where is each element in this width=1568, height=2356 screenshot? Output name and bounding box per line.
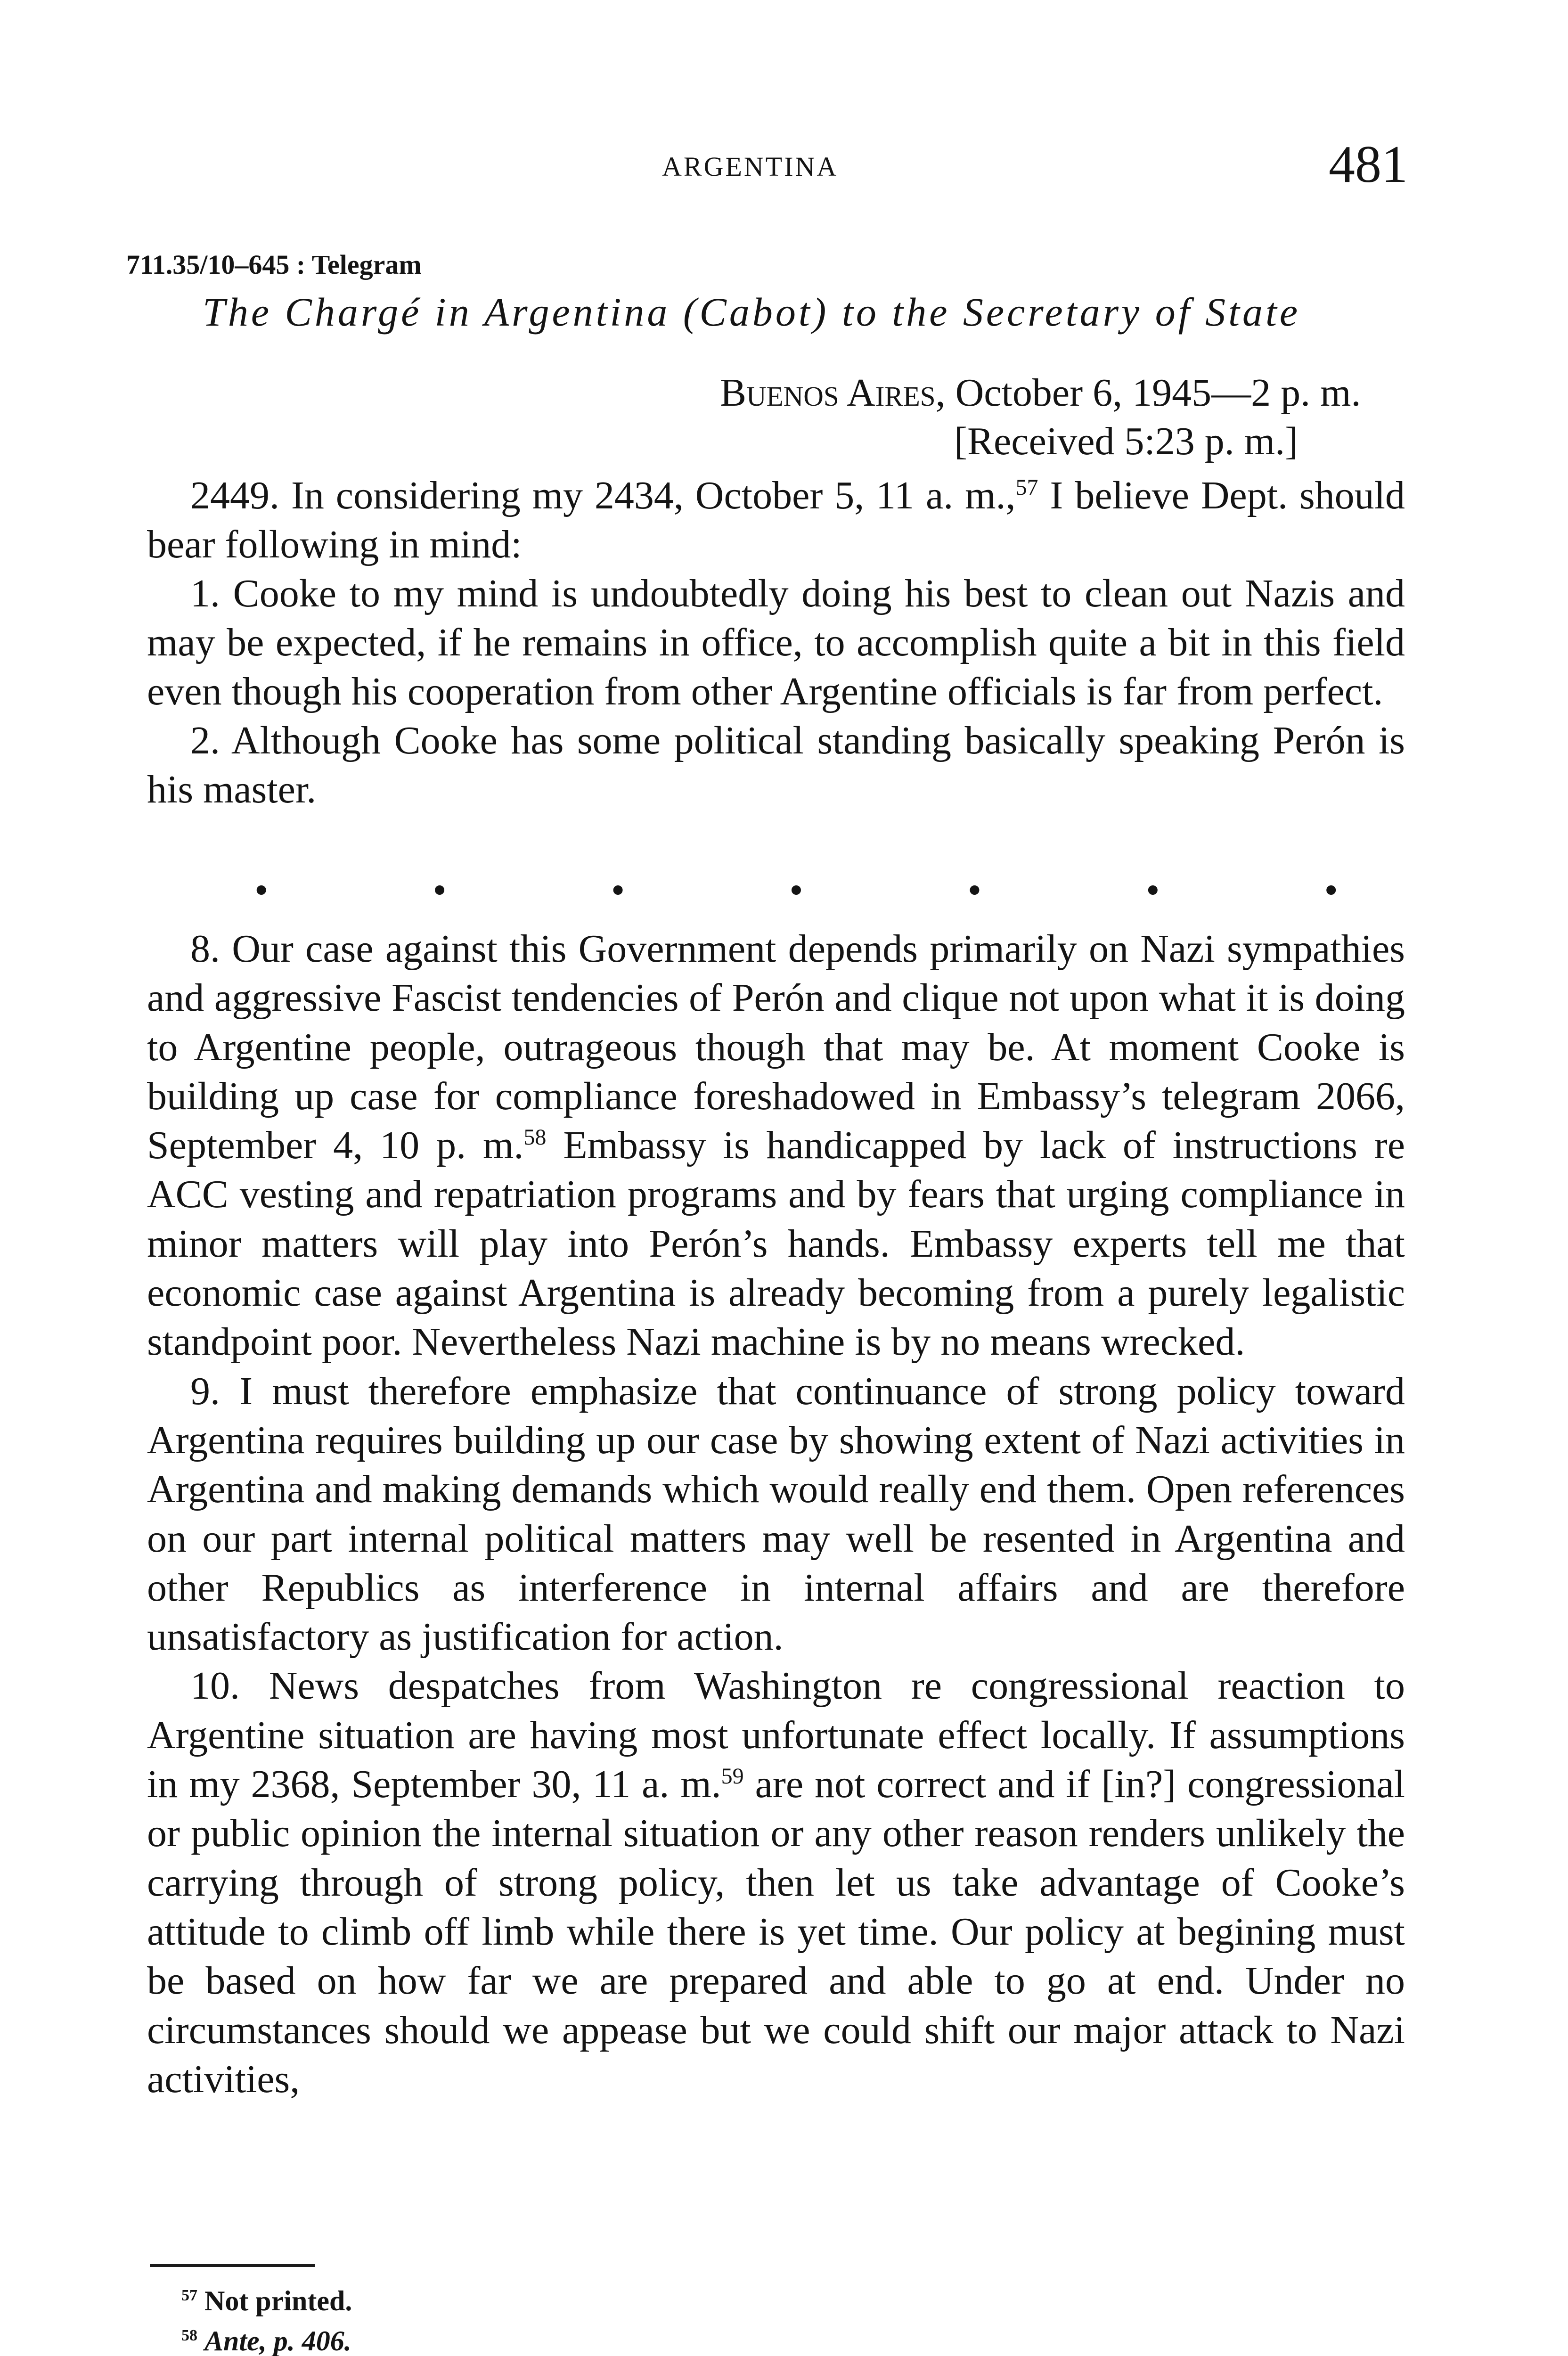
paragraph-8 bbox=[147, 924, 1405, 1367]
omission-dot: • bbox=[254, 868, 269, 912]
paragraph-10-text: 10. News despatches from Washington re congressional reaction to Argentine situation are having most unfortunate effect locally. If assumptions in my 2368, September 30, 11 a. m. bbox=[147, 1664, 1405, 1807]
dateline-date: October 6, 1945—2 p. m. bbox=[955, 371, 1361, 415]
received-line: [Received 5:23 p. m.] bbox=[954, 419, 1298, 463]
paragraph-2: 2. Although Cooke has some political standing basically speaking Perón is his master. bbox=[147, 719, 1405, 811]
omission-dot: • bbox=[1324, 868, 1338, 912]
intro-text: 2449. In considering my 2434, October 5, 11 a. m., bbox=[190, 474, 1016, 517]
omission-dot: • bbox=[611, 868, 625, 912]
footnote-ref-59: 59 bbox=[721, 1764, 744, 1789]
footnote-58 bbox=[181, 2318, 352, 2356]
dateline-place: Buenos Aires, bbox=[720, 371, 946, 415]
paragraph-8-text-cont: Embassy is handicapped by lack of instructions re ACC vesting and repatriation programs and by fears that urging compliance in minor matters will play into Perón’s hands. Embassy experts tell me that economic case against Argentina is already becoming from a purely legalistic standpoint poor. Nevertheless Nazi machine is by no means wrecked. bbox=[147, 1123, 1405, 1364]
file-number: 711.35/10–645 : Telegram bbox=[126, 249, 422, 280]
omission-dot: • bbox=[967, 868, 982, 912]
footnote-ref-57: 57 bbox=[1015, 475, 1038, 500]
intro-paragraph bbox=[147, 471, 1405, 569]
page-number: 481 bbox=[1329, 135, 1408, 194]
paragraph-1: 1. Cooke to my mind is undoubtedly doing his best to clean out Nazis and may be expected, if he remains in office, to accomplish quite a bit in this field even though his cooperation from other Argentine officials is far from perfect. bbox=[147, 572, 1405, 713]
footnote-divider bbox=[150, 2264, 315, 2267]
footnote-number: 57 bbox=[181, 2287, 197, 2304]
paragraph-10-text-cont: are not correct and if [in?] congressional or public opinion the internal situation or any other reason renders unlikely the carrying through of strong policy, then let us take advantage of Cooke’s attitude to climb off limb while there is yet time. Our policy at begining must be based on how far we are prepared and able to go at end. Under no circumstances should we appease but we could shift our major attack to Nazi activities, bbox=[147, 1762, 1405, 2101]
footnotes bbox=[181, 2278, 352, 2356]
dateline bbox=[720, 370, 1361, 416]
intro-text-cont: I believe Dept. should bear following in mind: bbox=[147, 474, 1405, 566]
document-title: The Chargé in Argentina (Cabot) to the Secretary of State bbox=[203, 289, 1301, 335]
paragraph-9: 9. I must therefore emphasize that continuance of strong policy toward Argentina requires building up our case by showing extent of Nazi activities in Argentina and making demands which would really end them. Open references on our part internal political matters may well be resented in Argentina and other Republics as interference in internal affairs and are therefore unsatisfactory as justification for action. bbox=[147, 1369, 1405, 1659]
telegram-body-part-1 bbox=[147, 471, 1405, 814]
paragraph-10 bbox=[147, 1661, 1405, 2104]
omission-dot: • bbox=[1146, 868, 1160, 912]
paragraph-8-text: 8. Our case against this Government depends primarily on Nazi sympathies and aggressive Fascist tendencies of Perón and clique not upon what it is doing to Argentine people, outrageous though that may be. At moment Cooke is building up case for compliance foreshadowed in Embassy’s telegram 2066, September 4, 10 p. m. bbox=[147, 927, 1405, 1168]
omission-dots bbox=[254, 868, 1338, 912]
omission-dot: • bbox=[433, 868, 447, 912]
footnote-57 bbox=[181, 2278, 352, 2318]
footnote-text: Not printed. bbox=[204, 2285, 352, 2316]
footnote-ref-58: 58 bbox=[523, 1125, 547, 1150]
running-head: ARGENTINA bbox=[662, 151, 839, 182]
omission-dot: • bbox=[789, 868, 803, 912]
footnote-text: Ante, p. 406. bbox=[204, 2325, 351, 2356]
footnote-number: 58 bbox=[181, 2327, 197, 2344]
telegram-body-part-2 bbox=[147, 924, 1405, 2104]
